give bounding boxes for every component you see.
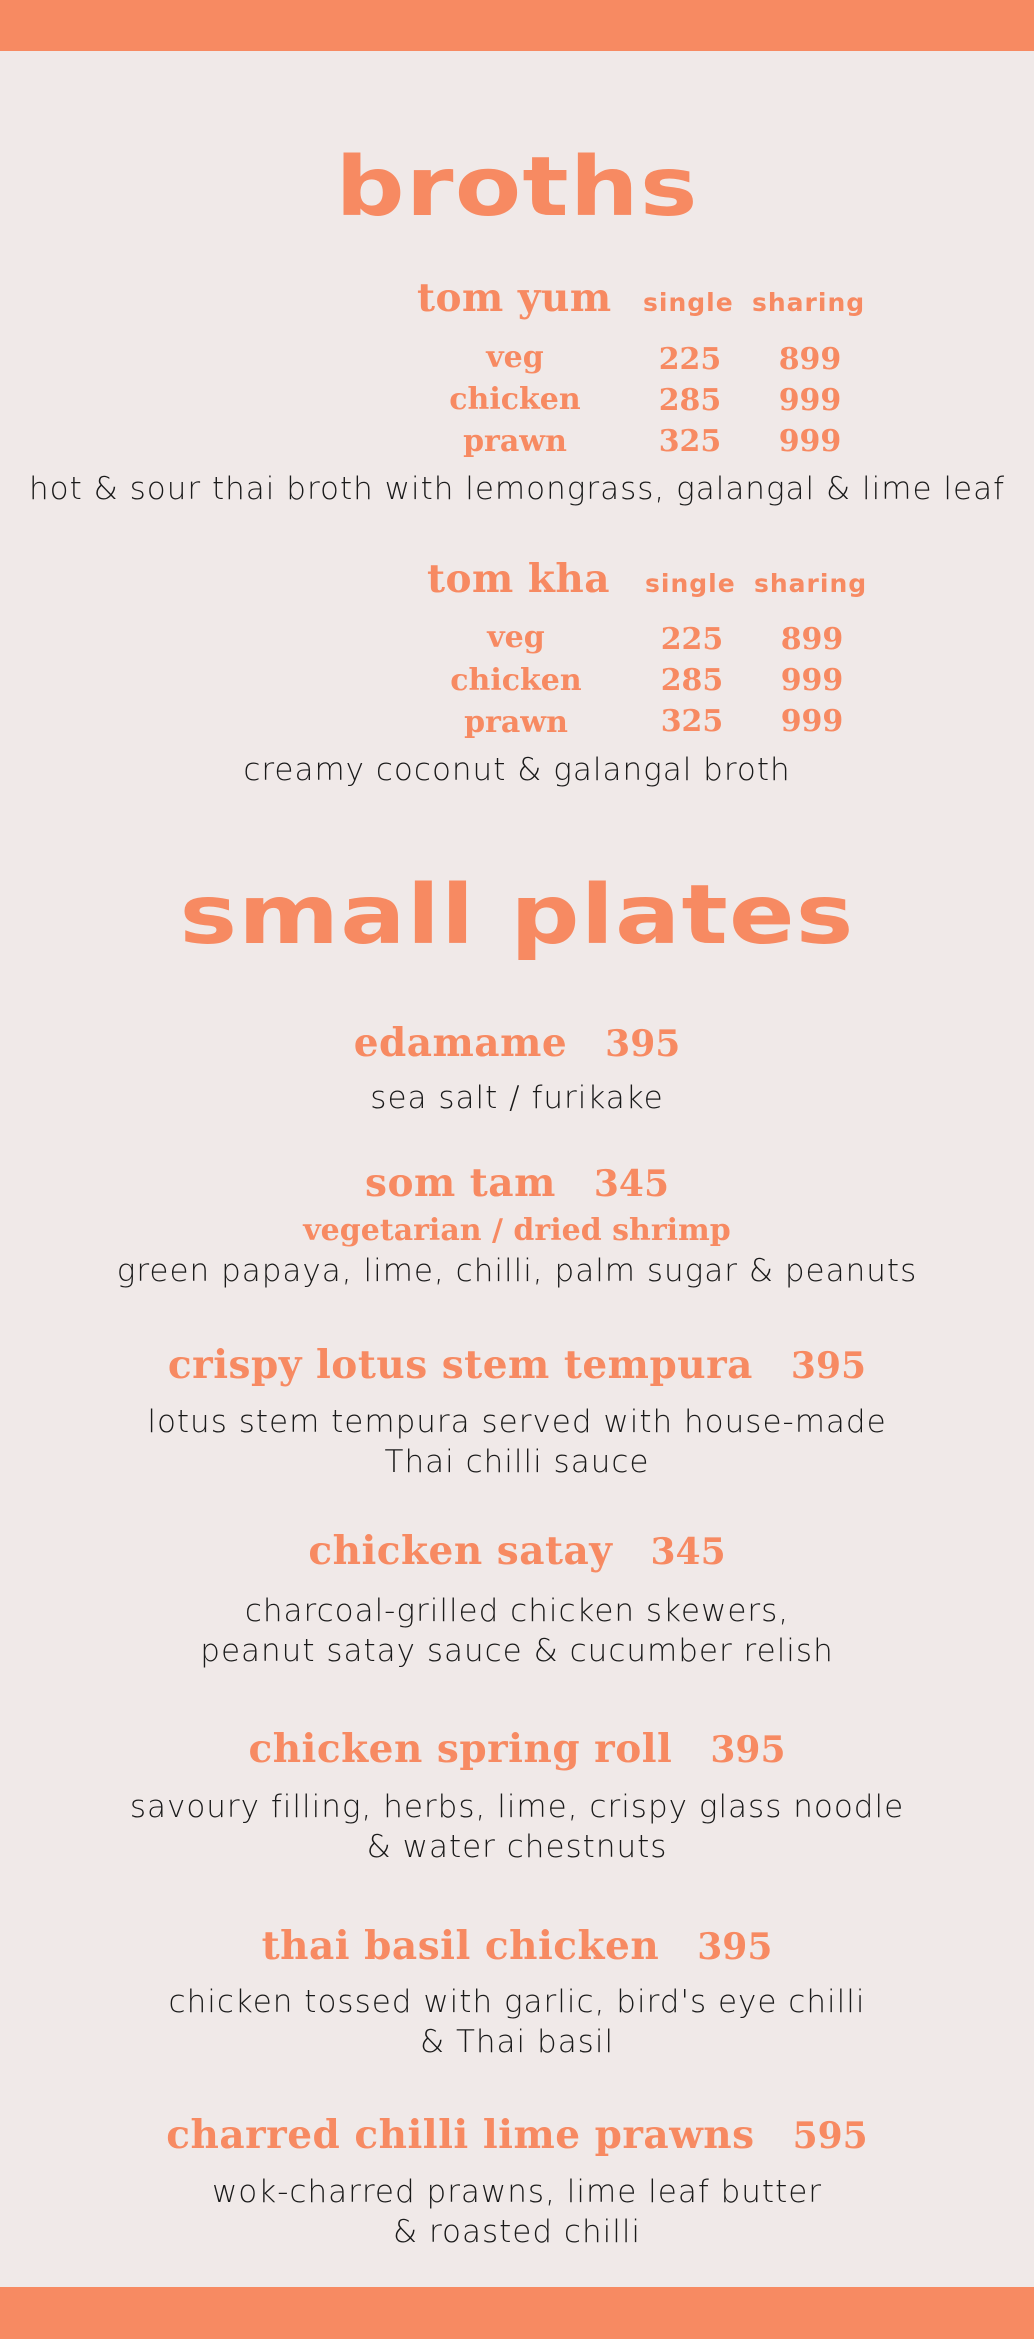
dish-price: 345 (593, 1163, 670, 1205)
dish-name: som tam (364, 1160, 556, 1206)
variant-label: chicken (449, 382, 581, 417)
dish-name: tom yum (417, 275, 612, 321)
dish-description: & roasted chilli (392, 2214, 642, 2250)
price-single: 225 (660, 622, 724, 657)
price-sharing: 999 (780, 704, 844, 739)
price-sharing: 999 (778, 424, 842, 459)
price-sharing: 899 (780, 622, 844, 657)
variant-label: prawn (463, 424, 567, 459)
dish-name: tom kha (427, 556, 611, 602)
price-sharing: 999 (778, 383, 842, 418)
dish-name: crispy lotus stem tempura (167, 1342, 753, 1388)
variant-label: veg (487, 620, 545, 655)
dish-description: peanut satay sauce & cucumber relish (200, 1633, 834, 1669)
column-header-single: single (645, 569, 736, 598)
dish-description: chicken tossed with garlic, bird's eye chilli (168, 1984, 866, 2020)
dish-description: savoury filling, herbs, lime, crispy glass noodle (129, 1789, 905, 1825)
section-title-small-plates: small plates (179, 868, 855, 963)
variant-label: prawn (464, 705, 568, 740)
column-header-single: single (643, 288, 734, 317)
dish-description: sea salt / furikake (370, 1080, 664, 1116)
menu-item (0, 1020, 1034, 1066)
dish-price: 345 (650, 1531, 726, 1573)
variant-label: chicken (450, 663, 582, 698)
dish-name: chicken spring roll (248, 1726, 673, 1772)
menu-item (0, 1160, 1034, 1206)
price-single: 285 (660, 663, 724, 698)
column-header-sharing: sharing (754, 569, 868, 598)
dish-price: 595 (792, 2115, 868, 2157)
variant-label: veg (486, 340, 544, 375)
dish-description: lotus stem tempura served with house-made (147, 1404, 887, 1440)
price-single: 225 (658, 342, 722, 377)
dish-name: thai basil chicken (261, 1923, 660, 1969)
dish-description: wok-charred prawns, lime leaf butter (211, 2174, 823, 2210)
price-single: 285 (658, 383, 722, 418)
dish-price: 395 (710, 1729, 786, 1771)
menu-item (0, 1342, 1034, 1388)
dish-name: edamame (353, 1020, 568, 1066)
dish-price: 395 (605, 1023, 681, 1065)
dish-option: vegetarian / dried shrimp (303, 1213, 731, 1248)
dish-description: creamy coconut & galangal broth (243, 752, 791, 788)
dish-description: & Thai basil (419, 2024, 615, 2060)
menu-item (0, 1528, 1034, 1574)
dish-name: chicken satay (308, 1528, 613, 1574)
price-single: 325 (660, 704, 724, 739)
dish-price: 395 (790, 1345, 867, 1387)
price-single: 325 (658, 424, 722, 459)
dish-description: hot & sour thai broth with lemongrass, galangal & lime leaf (28, 471, 1005, 507)
menu-item (0, 1726, 1034, 1772)
column-header-sharing: sharing (752, 288, 866, 317)
price-sharing: 999 (780, 663, 844, 698)
top-band (0, 0, 1034, 51)
dish-name: charred chilli lime prawns (166, 2112, 755, 2158)
price-sharing: 899 (778, 342, 842, 377)
dish-description: Thai chilli sauce (384, 1444, 650, 1480)
dish-description: & water chestnuts (366, 1829, 668, 1865)
menu-item (0, 2112, 1034, 2158)
bottom-band (0, 2287, 1034, 2339)
section-title-broths: broths (335, 140, 699, 235)
menu-item (0, 1923, 1034, 1969)
dish-description: green papaya, lime, chilli, palm sugar & peanuts (116, 1253, 918, 1289)
dish-description: charcoal-grilled chicken skewers, (244, 1593, 790, 1629)
dish-price: 395 (697, 1926, 773, 1968)
